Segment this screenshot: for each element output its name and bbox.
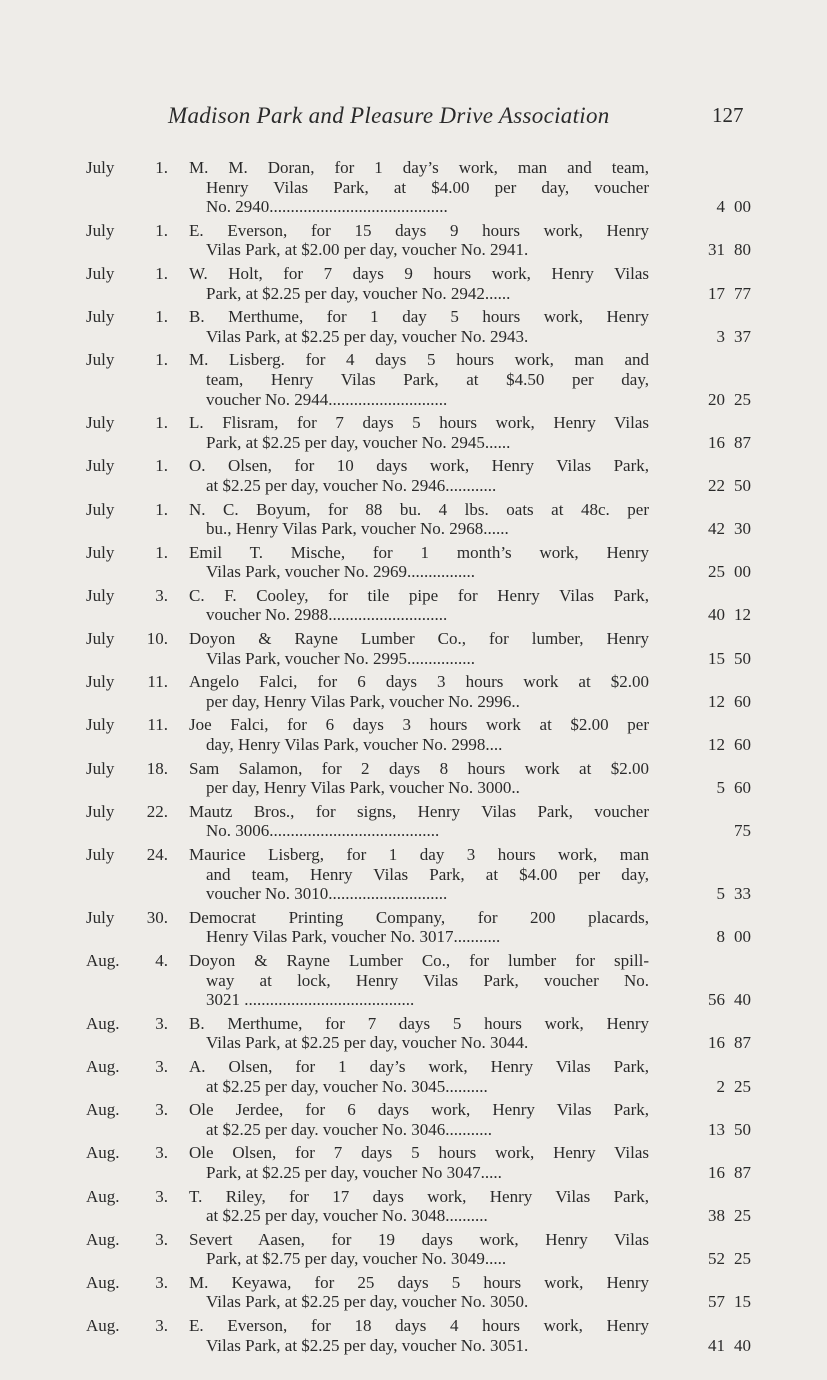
entry-day: 3. <box>155 1100 168 1120</box>
amount-cents: 33 <box>734 884 751 904</box>
amount-dollars: 16 <box>708 1162 725 1182</box>
entry-amount <box>717 778 752 798</box>
entry-amount <box>708 562 751 582</box>
amount-dollars: 12 <box>708 735 725 755</box>
entry-description <box>189 456 649 495</box>
entry-description <box>189 1230 649 1269</box>
amount-dollars: 52 <box>708 1249 725 1269</box>
entry-amount <box>717 884 752 904</box>
ledger-entry <box>0 951 827 1010</box>
entry-description <box>189 543 649 582</box>
description-line: Vilas Park, at $2.25 per day, voucher No. 2943. <box>206 326 529 346</box>
amount-dollars: 12 <box>708 691 725 711</box>
description-line: Henry Vilas Park, at $4.00 per day, voucher <box>206 177 649 197</box>
description-line: Doyon & Rayne Lumber Co., for lumber for spill- <box>189 950 649 970</box>
entry-month: July <box>86 585 115 605</box>
amount-cents: 00 <box>734 927 751 947</box>
description-line: E. Everson, for 18 days 4 hours work, Henry <box>189 1316 649 1336</box>
entry-amount <box>708 1163 751 1183</box>
amount-cents: 87 <box>734 432 751 452</box>
ledger-entry <box>0 759 827 798</box>
ledger-entry <box>0 500 827 539</box>
amount-cents: 87 <box>734 1162 751 1182</box>
entry-description <box>189 307 649 346</box>
entry-amount <box>708 476 751 496</box>
entry-day: 3. <box>155 1013 168 1033</box>
description-line: at $2.25 per day. voucher No. 3046........... <box>206 1119 492 1139</box>
entry-description <box>189 500 649 539</box>
page-number: 127 <box>712 103 744 127</box>
amount-cents: 50 <box>734 475 751 495</box>
description-line: Henry Vilas Park, voucher No. 3017........... <box>206 927 501 947</box>
ledger-entry <box>0 456 827 495</box>
entry-description <box>189 802 649 841</box>
amount-cents: 77 <box>734 283 751 303</box>
amount-cents: 25 <box>734 1076 751 1096</box>
amount-cents: 00 <box>734 197 751 217</box>
entry-day: 4. <box>155 950 168 970</box>
amount-dollars: 41 <box>708 1335 725 1355</box>
entry-day: 1. <box>155 220 168 240</box>
entry-month: July <box>86 456 115 476</box>
amount-dollars: 16 <box>708 432 725 452</box>
description-line: Angelo Falci, for 6 days 3 hours work at $2.00 <box>189 672 649 692</box>
amount-cents: 25 <box>734 1249 751 1269</box>
amount-cents: 40 <box>734 1335 751 1355</box>
amount-cents: 50 <box>734 1119 751 1139</box>
entry-description <box>189 951 649 1010</box>
entry-day: 1. <box>155 456 168 476</box>
amount-cents: 87 <box>734 1033 751 1053</box>
entry-day: 30. <box>146 907 168 927</box>
amount-dollars: 3 <box>716 326 725 346</box>
entry-day: 3. <box>155 1316 168 1336</box>
description-line: M. Keyawa, for 25 days 5 hours work, Henry <box>189 1272 649 1292</box>
description-line: way at lock, Henry Vilas Park, voucher No. <box>206 970 649 990</box>
entry-description <box>189 1273 649 1312</box>
description-line: per day, Henry Vilas Park, voucher No. 2996.. <box>206 691 520 711</box>
entry-description <box>189 1143 649 1182</box>
ledger-entry <box>0 1230 827 1269</box>
entry-month: July <box>86 220 115 240</box>
description-line: at $2.25 per day, voucher No. 3048.......... <box>206 1206 488 1226</box>
ledger-entry <box>0 413 827 452</box>
entry-description <box>189 759 649 798</box>
entry-month: Aug. <box>86 1186 120 1206</box>
amount-dollars: 40 <box>708 605 725 625</box>
running-title: Madison Park and Pleasure Drive Association <box>168 103 610 128</box>
entry-month: July <box>86 350 115 370</box>
entry-day: 1. <box>155 158 168 177</box>
ledger-entry <box>0 908 827 947</box>
description-line: Severt Aasen, for 19 days work, Henry Vilas <box>189 1229 649 1249</box>
entry-amount <box>708 1120 751 1140</box>
amount-dollars: 57 <box>708 1292 725 1312</box>
amount-dollars: 15 <box>708 648 725 668</box>
entry-day: 3. <box>155 585 168 605</box>
ledger-entry <box>0 158 827 217</box>
entry-description <box>189 908 649 947</box>
amount-dollars: 13 <box>708 1119 725 1139</box>
entry-day: 1. <box>155 413 168 433</box>
ledger-entry <box>0 629 827 668</box>
description-line: and team, Henry Vilas Park, at $4.00 per day, <box>206 864 649 884</box>
amount-cents: 60 <box>734 735 751 755</box>
ledger-entry <box>0 1187 827 1226</box>
entry-amount <box>708 519 751 539</box>
amount-cents: 25 <box>734 1206 751 1226</box>
description-line: Vilas Park, at $2.25 per day, voucher No. 3044. <box>206 1033 529 1053</box>
description-line: B. Merthume, for 7 days 5 hours work, Henry <box>189 1013 649 1033</box>
amount-cents: 80 <box>734 240 751 260</box>
entry-month: Aug. <box>86 1143 120 1163</box>
amount-cents: 15 <box>734 1292 751 1312</box>
entry-month: July <box>86 158 115 177</box>
entry-month: July <box>86 801 115 821</box>
entry-day: 3. <box>155 1272 168 1292</box>
entry-day: 3. <box>155 1186 168 1206</box>
ledger-entry <box>0 586 827 625</box>
entry-amount <box>708 433 751 453</box>
entry-month: Aug. <box>86 950 120 970</box>
description-line: M. Lisberg. for 4 days 5 hours work, man and <box>189 350 649 370</box>
entry-description <box>189 264 649 303</box>
entry-description <box>189 715 649 754</box>
amount-dollars: 22 <box>708 475 725 495</box>
amount-dollars: 38 <box>708 1206 725 1226</box>
ledger-entry <box>0 845 827 904</box>
entry-amount <box>708 692 751 712</box>
entry-month: Aug. <box>86 1100 120 1120</box>
description-line: Vilas Park, at $2.00 per day, voucher No. 2941. <box>206 240 529 260</box>
description-line: Mautz Bros., for signs, Henry Vilas Park, voucher <box>189 801 649 821</box>
description-line: at $2.25 per day, voucher No. 3045.......... <box>206 1076 488 1096</box>
entry-amount <box>708 284 751 304</box>
entry-description <box>189 350 649 409</box>
ledger-entry <box>0 221 827 260</box>
entry-month: July <box>86 307 115 327</box>
ledger-entries <box>0 158 827 1359</box>
amount-dollars: 16 <box>708 1033 725 1053</box>
ledger-entry <box>0 672 827 711</box>
amount-dollars: 42 <box>708 519 725 539</box>
entry-description <box>189 672 649 711</box>
description-line: M. M. Doran, for 1 day’s work, man and team, <box>189 158 649 177</box>
description-line: Vilas Park, at $2.25 per day, voucher No. 3051. <box>206 1335 529 1355</box>
entry-description <box>189 1057 649 1096</box>
amount-cents: 12 <box>734 605 751 625</box>
entry-month: Aug. <box>86 1056 120 1076</box>
amount-dollars: 5 <box>716 884 725 904</box>
entry-month: July <box>86 629 115 649</box>
ledger-entry <box>0 350 827 409</box>
amount-dollars: 2 <box>716 1076 725 1096</box>
entry-amount <box>708 1336 751 1356</box>
entry-month: July <box>86 542 115 562</box>
description-line: Vilas Park, voucher No. 2969................ <box>206 562 476 582</box>
description-line: voucher No. 3010............................ <box>206 884 448 904</box>
entry-month: July <box>86 263 115 283</box>
entry-month: Aug. <box>86 1229 120 1249</box>
entry-amount <box>708 1249 751 1269</box>
entry-month: July <box>86 845 115 864</box>
description-line: No. 2940.......................................... <box>206 197 448 217</box>
description-line: B. Merthume, for 1 day 5 hours work, Henry <box>189 307 649 327</box>
description-line: Vilas Park, at $2.25 per day, voucher No. 3050. <box>206 1292 529 1312</box>
entry-day: 1. <box>155 263 168 283</box>
amount-cents: 00 <box>734 562 751 582</box>
ledger-entry <box>0 1057 827 1096</box>
amount-cents: 25 <box>734 389 751 409</box>
amount-cents: 37 <box>734 326 751 346</box>
entry-day: 11. <box>147 715 168 735</box>
description-line: L. Flisram, for 7 days 5 hours work, Henry Vilas <box>189 413 649 433</box>
entry-month: July <box>86 907 115 927</box>
entry-month: July <box>86 499 115 519</box>
entry-day: 3. <box>155 1143 168 1163</box>
entry-day: 11. <box>147 672 168 692</box>
entry-month: July <box>86 672 115 692</box>
amount-cents: 50 <box>734 648 751 668</box>
amount-cents: 30 <box>734 519 751 539</box>
description-line: N. C. Boyum, for 88 bu. 4 lbs. oats at 48c. per <box>189 499 649 519</box>
ledger-entry <box>0 1143 827 1182</box>
entry-description <box>189 845 649 904</box>
amount-dollars: 56 <box>708 990 725 1010</box>
entry-day: 10. <box>146 629 168 649</box>
entry-amount <box>708 1206 751 1226</box>
amount-dollars: 20 <box>708 389 725 409</box>
ledger-entry <box>0 1273 827 1312</box>
entry-amount <box>725 821 751 841</box>
entry-amount <box>708 240 751 260</box>
entry-day: 1. <box>155 307 168 327</box>
amount-dollars: 17 <box>708 283 725 303</box>
description-line: Park, at $2.75 per day, voucher No. 3049..... <box>206 1249 507 1269</box>
description-line: at $2.25 per day, voucher No. 2946............ <box>206 475 497 495</box>
entry-amount <box>708 735 751 755</box>
description-line: Park, at $2.25 per day, voucher No 3047..... <box>206 1162 502 1182</box>
entry-description <box>189 1014 649 1053</box>
entry-day: 3. <box>155 1056 168 1076</box>
ledger-entry <box>0 1100 827 1139</box>
description-line: Park, at $2.25 per day, voucher No. 2942...... <box>206 283 511 303</box>
entry-description <box>189 1187 649 1226</box>
entry-day: 1. <box>155 350 168 370</box>
entry-description <box>189 413 649 452</box>
description-line: C. F. Cooley, for tile pipe for Henry Vilas Park, <box>189 585 649 605</box>
amount-dollars: 4 <box>716 197 725 217</box>
description-line: Emil T. Mische, for 1 month’s work, Henry <box>189 542 649 562</box>
description-line: 3021 ........................................ <box>206 990 415 1010</box>
ledger-entry <box>0 1014 827 1053</box>
entry-day: 1. <box>155 499 168 519</box>
ledger-entry <box>0 264 827 303</box>
description-line: Democrat Printing Company, for 200 placards, <box>189 907 649 927</box>
page-header <box>0 103 827 133</box>
entry-amount <box>708 649 751 669</box>
amount-dollars: 8 <box>716 927 725 947</box>
description-line: Maurice Lisberg, for 1 day 3 hours work, man <box>189 845 649 864</box>
entry-month: Aug. <box>86 1316 120 1336</box>
amount-dollars: 5 <box>716 778 725 798</box>
description-line: per day, Henry Vilas Park, voucher No. 3000.. <box>206 778 520 798</box>
entry-amount <box>708 990 751 1010</box>
description-line: A. Olsen, for 1 day’s work, Henry Vilas Park, <box>189 1056 649 1076</box>
description-line: Ole Olsen, for 7 days 5 hours work, Henry Vilas <box>189 1143 649 1163</box>
description-line: Doyon & Rayne Lumber Co., for lumber, Henry <box>189 629 649 649</box>
entry-amount <box>708 390 751 410</box>
description-line: voucher No. 2988............................ <box>206 605 448 625</box>
amount-cents: 60 <box>734 691 751 711</box>
entry-amount <box>717 1077 752 1097</box>
description-line: E. Everson, for 15 days 9 hours work, Henry <box>189 220 649 240</box>
ledger-entry <box>0 543 827 582</box>
entry-amount <box>708 605 751 625</box>
entry-description <box>189 158 649 217</box>
entry-day: 18. <box>146 758 168 778</box>
amount-dollars: 25 <box>708 562 725 582</box>
entry-amount <box>717 197 752 217</box>
amount-dollars: 31 <box>708 240 725 260</box>
description-line: T. Riley, for 17 days work, Henry Vilas Park, <box>189 1186 649 1206</box>
entry-description <box>189 221 649 260</box>
ledger-entry <box>0 715 827 754</box>
entry-month: Aug. <box>86 1272 120 1292</box>
description-line: Sam Salamon, for 2 days 8 hours work at $2.00 <box>189 758 649 778</box>
entry-description <box>189 629 649 668</box>
entry-description <box>189 586 649 625</box>
entry-day: 22. <box>146 801 168 821</box>
entry-description <box>189 1100 649 1139</box>
entry-month: July <box>86 758 115 778</box>
description-line: O. Olsen, for 10 days work, Henry Vilas Park, <box>189 456 649 476</box>
description-line: Park, at $2.25 per day, voucher No. 2945...... <box>206 432 511 452</box>
entry-month: July <box>86 715 115 735</box>
entry-day: 1. <box>155 542 168 562</box>
entry-day: 3. <box>155 1229 168 1249</box>
ledger-entry <box>0 1316 827 1355</box>
description-line: Vilas Park, voucher No. 2995................ <box>206 648 476 668</box>
ledger-entry <box>0 802 827 841</box>
description-line: No. 3006........................................ <box>206 821 440 841</box>
entry-amount <box>717 327 752 347</box>
entry-day: 24. <box>146 845 168 864</box>
entry-description <box>189 1316 649 1355</box>
amount-cents: 60 <box>734 778 751 798</box>
description-line: Ole Jerdee, for 6 days work, Henry Vilas Park, <box>189 1100 649 1120</box>
description-line: voucher No. 2944............................ <box>206 389 448 409</box>
description-line: W. Holt, for 7 days 9 hours work, Henry Vilas <box>189 263 649 283</box>
entry-month: Aug. <box>86 1013 120 1033</box>
description-line: day, Henry Vilas Park, voucher No. 2998.... <box>206 735 503 755</box>
ledger-entry <box>0 307 827 346</box>
entry-month: July <box>86 413 115 433</box>
description-line: team, Henry Vilas Park, at $4.50 per day, <box>206 369 649 389</box>
entry-amount <box>717 927 752 947</box>
description-line: bu., Henry Vilas Park, voucher No. 2968...... <box>206 519 509 539</box>
entry-amount <box>708 1033 751 1053</box>
amount-cents: 40 <box>734 990 751 1010</box>
entry-amount <box>708 1292 751 1312</box>
description-line: Joe Falci, for 6 days 3 hours work at $2.00 per <box>189 715 649 735</box>
amount-cents: 75 <box>734 821 751 841</box>
